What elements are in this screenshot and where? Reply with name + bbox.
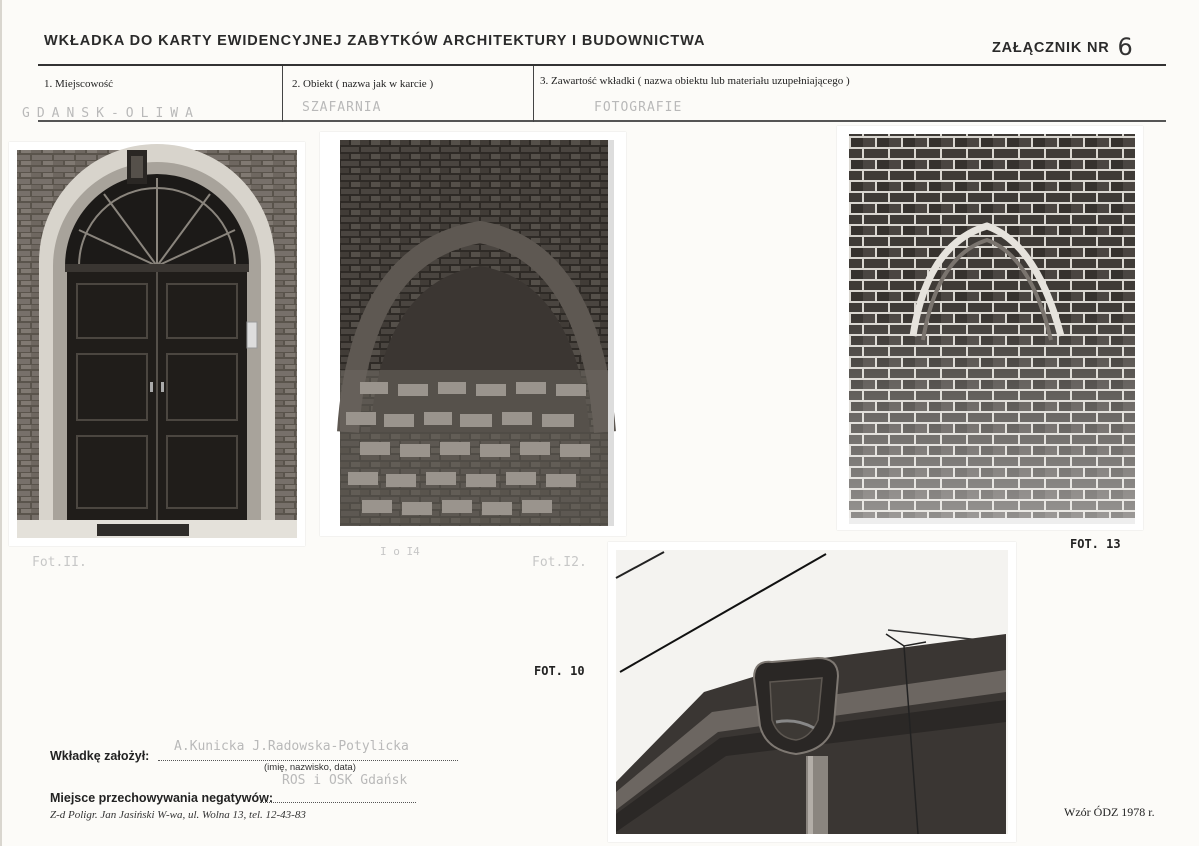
object-label: 2. Obiekt ( nazwa jak w karcie ) <box>292 78 434 90</box>
contents-value: FOTOGRAFIE <box>594 100 683 115</box>
annex-label <box>992 30 1134 61</box>
photo-fot13-pointed-arch <box>837 126 1143 530</box>
annex-number: 6 <box>1117 33 1134 61</box>
fot10-caption: FOT. 10 <box>534 664 585 678</box>
contents-label: 3. Zawartość wkładki ( nazwa obiektu lub materiału uzupełniającego ) <box>540 75 850 87</box>
form-pattern-id: Wzór ÓDZ 1978 r. <box>1064 805 1155 819</box>
photo-fot10-eaves-cartouche <box>608 542 1016 842</box>
storage-value: ROS i OSK Gdańsk <box>282 773 408 788</box>
fot12-faint-mark: I o I4 <box>380 545 420 558</box>
fot11-caption: Fot.II. <box>32 555 87 570</box>
table-divider-2 <box>533 66 534 122</box>
photo-fot11-door <box>9 142 305 546</box>
fot12-caption: Fot.I2. <box>532 555 587 570</box>
founder-dotted-line <box>158 760 458 761</box>
photo-fot12-brick-arch <box>320 132 626 536</box>
storage-dotted-line <box>260 802 416 803</box>
fot13-caption: FOT. 13 <box>1070 537 1121 551</box>
founder-label: Wkładkę założył: <box>50 749 150 763</box>
locality-label: 1. Miejscowość <box>44 78 114 90</box>
object-value: SZAFARNIA <box>302 100 382 115</box>
founder-hint: (imię, nazwisko, data) <box>264 762 356 773</box>
table-bottom-rule <box>38 120 1166 122</box>
locality-value: GDANSK-OLIWA <box>22 106 200 121</box>
annex-label-text: ZAŁĄCZNIK NR <box>992 40 1110 56</box>
table-divider-1 <box>282 66 283 122</box>
table-top-rule <box>38 64 1166 66</box>
printer-imprint: Z-d Poligr. Jan Jasiński W-wa, ul. Wolna 13, tel. 12-43-83 <box>50 809 306 821</box>
founder-value: A.Kunicka J.Radowska-Potylicka <box>174 739 409 754</box>
document-title: WKŁADKA DO KARTY EWIDENCYJNEJ ZABYTKÓW ARCHITEKTURY I BUDOWNICTWA <box>44 33 706 49</box>
storage-label: Miejsce przechowywania negatywów: <box>50 791 273 805</box>
